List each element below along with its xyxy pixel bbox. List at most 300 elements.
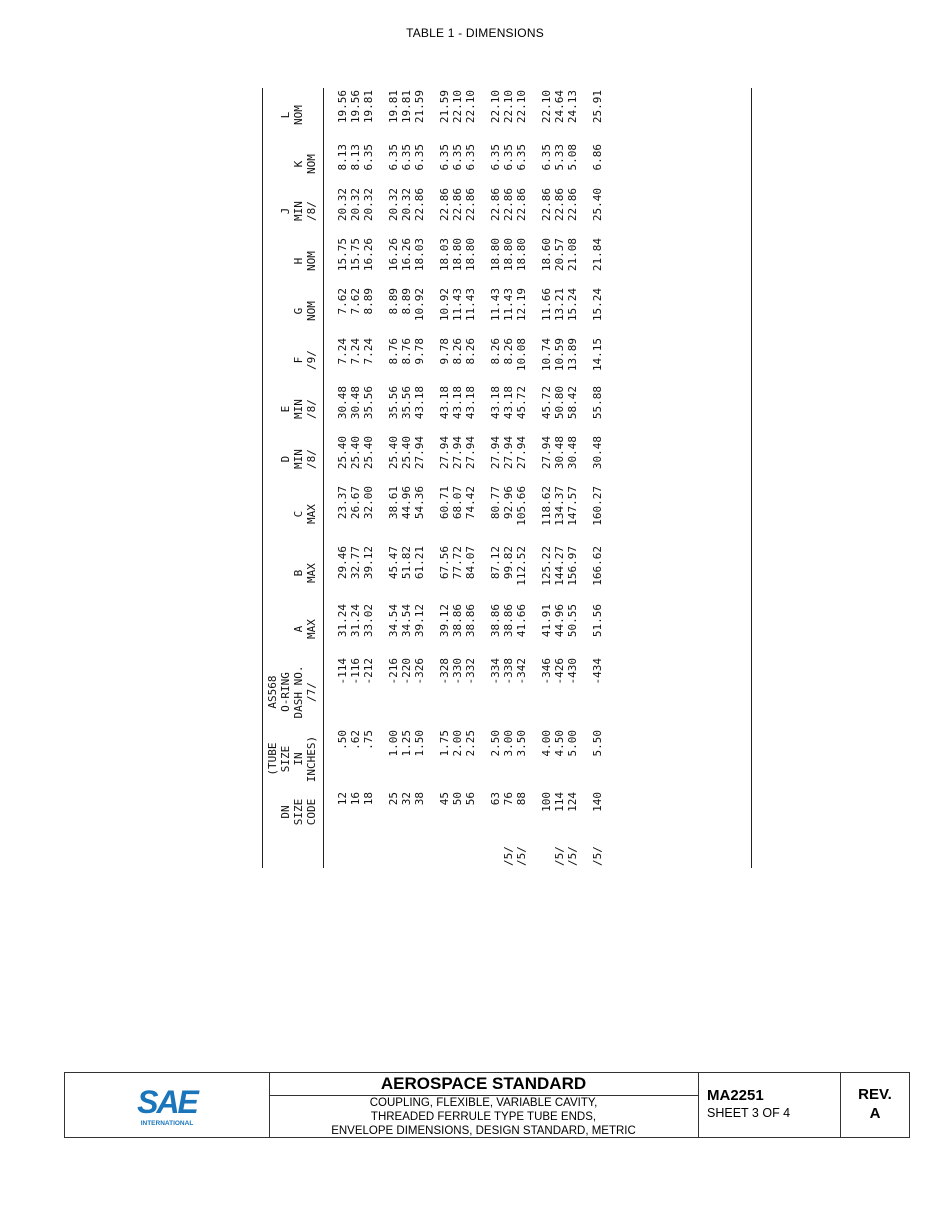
header-cell: NOM: [305, 142, 324, 186]
table-cell: 20.32: [362, 188, 375, 222]
table-cell: 35.56: [362, 386, 375, 420]
table-cell: 118.62: [540, 486, 553, 526]
table-cell: 13.89: [566, 338, 579, 372]
table-cell: .50: [336, 730, 349, 750]
table-cell: 9.78: [438, 338, 451, 365]
header-row: [279, 88, 292, 868]
table-cell: -330: [451, 658, 464, 685]
table-cell: 32: [400, 792, 413, 806]
table-cell: 18.80: [464, 238, 477, 272]
table-cell: 19.81: [400, 90, 413, 124]
header-cell: MIN: [292, 449, 305, 469]
table-cell: 41.91: [540, 604, 553, 638]
table-cell: 18.60: [540, 238, 553, 272]
table-cell: -116: [349, 658, 362, 685]
header-cell: MAX: [305, 602, 324, 656]
table-cell: 12: [336, 792, 349, 806]
note-cell: [362, 834, 375, 868]
table-cell: 20.32: [349, 188, 362, 222]
header-cell: DASH NO.: [292, 665, 305, 719]
table-row: [451, 88, 464, 868]
table-cell: 25.91: [591, 90, 604, 124]
table-top-rule: [262, 88, 263, 868]
table-cell: 2.50: [489, 730, 502, 757]
header-cell: [266, 88, 279, 142]
table-row: [400, 88, 413, 868]
header-cell: D: [279, 455, 292, 463]
table-cell: 22.10: [489, 90, 502, 124]
header-cell: F: [292, 356, 305, 364]
table-cell: 20.57: [553, 238, 566, 272]
table-cell: 38.86: [489, 604, 502, 638]
table-cell: 6.35: [362, 144, 375, 171]
table-row: [566, 88, 579, 868]
table-cell: 18.03: [413, 238, 426, 272]
table-cell: 6.35: [400, 144, 413, 171]
table-cell: -328: [438, 658, 451, 685]
table-cell: 55.88: [591, 386, 604, 420]
table-cell: 16: [349, 792, 362, 806]
table-cell: 6.35: [464, 144, 477, 171]
header-cell: [305, 834, 324, 868]
table-cell: 13.21: [553, 288, 566, 322]
header-cell: NOM: [305, 286, 324, 336]
table-cell: 5.08: [566, 144, 579, 171]
table-cell: 22.86: [566, 188, 579, 222]
header-cell: [266, 544, 279, 602]
note-cell: [489, 834, 502, 868]
table-cell: 156.97: [566, 546, 579, 586]
note-cell: /5/: [502, 846, 515, 866]
table-cell: 6.35: [515, 144, 528, 171]
table-cell: .62: [349, 730, 362, 750]
header-cell: /9/: [305, 336, 324, 384]
table-cell: 140: [591, 792, 604, 812]
table-cell: 50.80: [553, 386, 566, 420]
header-cell: E: [279, 405, 292, 413]
table-cell: 6.35: [413, 144, 426, 171]
table-cell: 56: [464, 792, 477, 806]
table-cell: 8.26: [464, 338, 477, 365]
table-cell: -332: [464, 658, 477, 685]
table-cell: 84.07: [464, 546, 477, 580]
table-row: [387, 88, 400, 868]
table-cell: 43.18: [438, 386, 451, 420]
table-cell: 21.59: [413, 90, 426, 124]
table-cell: 25.40: [591, 188, 604, 222]
table-cell: 30.48: [336, 386, 349, 420]
header-cell: SIZE: [279, 745, 292, 773]
table-cell: 1.00: [387, 730, 400, 757]
table-cell: 27.94: [489, 436, 502, 470]
note-cell: [464, 834, 477, 868]
table-cell: 26.67: [349, 486, 362, 520]
table-cell: 8.26: [451, 338, 464, 365]
table-cell: 7.62: [336, 288, 349, 315]
table-cell: 38.86: [464, 604, 477, 638]
table-cell: 16.26: [387, 238, 400, 272]
table-cell: 45: [438, 792, 451, 806]
table-cell: 19.56: [349, 90, 362, 124]
table-cell: 39.12: [413, 604, 426, 638]
note-cell: [540, 834, 553, 868]
header-cell: /8/: [305, 186, 324, 236]
table-cell: 11.43: [502, 288, 515, 322]
table-cell: 50.55: [566, 604, 579, 638]
group-spacer: [579, 88, 591, 868]
table-cell: 99.82: [502, 546, 515, 580]
table-row: [336, 88, 349, 868]
table-row: [553, 88, 566, 868]
table-cell: 6.35: [502, 144, 515, 171]
table-cell: 22.86: [553, 188, 566, 222]
table-cell: 51.56: [591, 604, 604, 638]
table-cell: 114: [553, 792, 566, 812]
table-cell: 38: [413, 792, 426, 806]
table-cell: 25.40: [400, 436, 413, 470]
dimensions-table-container: [262, 88, 752, 868]
header-cell: [266, 384, 279, 434]
header-cell: [266, 602, 279, 656]
header-cell: MIN: [292, 201, 305, 221]
table-cell: 27.94: [540, 436, 553, 470]
header-cell: J: [279, 207, 292, 215]
table-cell: 22.10: [464, 90, 477, 124]
header-cell: [266, 484, 279, 544]
table-cell: 18.80: [489, 238, 502, 272]
table-cell: 21.59: [438, 90, 451, 124]
table-cell: 8.89: [387, 288, 400, 315]
table-cell: 34.54: [387, 604, 400, 638]
table-cell: 11.43: [464, 288, 477, 322]
header-cell: MIN: [292, 399, 305, 419]
table-cell: 3.00: [502, 730, 515, 757]
table-cell: 134.37: [553, 486, 566, 526]
table-cell: 22.10: [540, 90, 553, 124]
table-cell: 45.72: [515, 386, 528, 420]
table-row: [489, 88, 502, 868]
header-cell: AS568: [266, 675, 279, 709]
note-cell: /5/: [515, 846, 528, 866]
table-cell: 10.92: [438, 288, 451, 322]
header-cell: [279, 236, 292, 286]
table-cell: 8.76: [400, 338, 413, 365]
table-cell: 22.86: [438, 188, 451, 222]
table-cell: 4.00: [540, 730, 553, 757]
table-cell: 27.94: [515, 436, 528, 470]
header-cell: [266, 236, 279, 286]
table-cell: 124: [566, 792, 579, 812]
document-number-cell: [698, 1073, 841, 1137]
table-cell: 38.61: [387, 486, 400, 520]
table-cell: .75: [362, 730, 375, 750]
group-spacer: [477, 88, 489, 868]
table-cell: 2.25: [464, 730, 477, 757]
table-cell: 27.94: [438, 436, 451, 470]
table-cell: 18.80: [515, 238, 528, 272]
table-cell: 20.32: [387, 188, 400, 222]
table-cell: 5.33: [553, 144, 566, 171]
table-cell: 8.76: [387, 338, 400, 365]
table-cell: 15.24: [591, 288, 604, 322]
table-cell: 68.07: [451, 486, 464, 520]
table-cell: 27.94: [451, 436, 464, 470]
table-cell: 25: [387, 792, 400, 806]
table-cell: 22.86: [464, 188, 477, 222]
note-cell: /5/: [591, 846, 604, 866]
table-cell: 9.78: [413, 338, 426, 365]
table-cell: 10.08: [515, 338, 528, 372]
table-cell: 27.94: [502, 436, 515, 470]
header-cell: SIZE: [292, 798, 305, 826]
header-cell: [279, 544, 292, 602]
group-spacer: [528, 88, 540, 868]
table-cell: 30.48: [349, 386, 362, 420]
description-line: COUPLING, FLEXIBLE, VARIABLE CAVITY,: [369, 1097, 598, 1109]
header-cell: [266, 286, 279, 336]
description-line: THREADED FERRULE TYPE TUBE ENDS,: [370, 1111, 597, 1123]
header-cell: [266, 142, 279, 186]
table-cell: 19.81: [362, 90, 375, 124]
table-cell: 30.48: [566, 436, 579, 470]
table-cell: 8.89: [362, 288, 375, 315]
note-cell: [349, 834, 362, 868]
table-cell: 80.77: [489, 486, 502, 520]
note-cell: [413, 834, 426, 868]
table-cell: 18: [362, 792, 375, 806]
table-cell: 15.24: [566, 288, 579, 322]
table-cell: 24.13: [566, 90, 579, 124]
table-cell: 19.56: [336, 90, 349, 124]
table-cell: 38.86: [451, 604, 464, 638]
header-cell: [266, 336, 279, 384]
note-cell: [387, 834, 400, 868]
table-cell: 38.86: [502, 604, 515, 638]
table-cell: 105.66: [515, 486, 528, 526]
table-body: [324, 88, 605, 868]
table-cell: 39.12: [362, 546, 375, 580]
table-cell: 51.82: [400, 546, 413, 580]
table-cell: 6.35: [540, 144, 553, 171]
table-cell: 4.50: [553, 730, 566, 757]
table-cell: 39.12: [438, 604, 451, 638]
table-cell: 76: [502, 792, 515, 806]
table-row: [464, 88, 477, 868]
table-cell: 11.43: [489, 288, 502, 322]
table-cell: 6.35: [489, 144, 502, 171]
header-cell: DN: [279, 805, 292, 819]
table-cell: 30.48: [553, 436, 566, 470]
svg-text:SAE: SAE: [137, 1085, 197, 1120]
header-cell: /8/: [305, 384, 324, 434]
table-cell: 43.18: [413, 386, 426, 420]
table-cell: 21.84: [591, 238, 604, 272]
header-row: [305, 88, 324, 868]
header-cell: [266, 834, 279, 868]
table-cell: 6.35: [451, 144, 464, 171]
table-cell: 31.24: [349, 604, 362, 638]
header-cell: MAX: [305, 544, 324, 602]
note-cell: /5/: [566, 846, 579, 866]
header-row: [266, 88, 279, 868]
table-cell: 6.35: [438, 144, 451, 171]
table-cell: 63: [489, 792, 502, 806]
table-cell: 20.32: [336, 188, 349, 222]
table-cell: 22.86: [515, 188, 528, 222]
table-cell: -326: [413, 658, 426, 685]
table-cell: 74.42: [464, 486, 477, 520]
standard-label: AEROSPACE STANDARD: [269, 1073, 698, 1096]
table-cell: 20.32: [400, 188, 413, 222]
table-cell: 25.40: [362, 436, 375, 470]
table-row: [349, 88, 362, 868]
svg-text:INTERNATIONAL: INTERNATIONAL: [140, 1120, 194, 1127]
table-cell: 58.42: [566, 386, 579, 420]
table-cell: 15.75: [336, 238, 349, 272]
table-caption: TABLE 1 - DIMENSIONS: [406, 26, 544, 40]
table-cell: 5.50: [591, 730, 604, 757]
table-cell: 16.26: [400, 238, 413, 272]
header-cell: [279, 834, 292, 868]
table-bottom-rule: [751, 88, 752, 868]
table-header: [266, 88, 324, 868]
table-cell: 22.86: [540, 188, 553, 222]
table-cell: 41.66: [515, 604, 528, 638]
table-cell: 2.00: [451, 730, 464, 757]
note-cell: [451, 834, 464, 868]
group-spacer: [375, 88, 387, 868]
table-cell: 8.26: [489, 338, 502, 365]
table-cell: 77.72: [451, 546, 464, 580]
table-cell: 34.54: [400, 604, 413, 638]
header-cell: (TUBE: [266, 742, 279, 776]
group-spacer: [324, 88, 337, 868]
table-cell: 147.57: [566, 486, 579, 526]
table-cell: 32.00: [362, 486, 375, 520]
table-cell: -342: [515, 658, 528, 685]
table-row: [362, 88, 375, 868]
table-cell: 27.94: [413, 436, 426, 470]
table-cell: -434: [591, 658, 604, 685]
sheet-number: SHEET 3 OF 4: [707, 1106, 791, 1120]
table-cell: 35.56: [387, 386, 400, 420]
header-cell: IN: [292, 752, 305, 766]
header-cell: K: [292, 160, 305, 168]
table-row: [413, 88, 426, 868]
header-cell: B: [292, 569, 305, 577]
table-cell: 12.19: [515, 288, 528, 322]
header-cell: [279, 602, 292, 656]
table-cell: 67.56: [438, 546, 451, 580]
table-cell: 60.71: [438, 486, 451, 520]
table-cell: 100: [540, 792, 553, 812]
table-cell: 32.77: [349, 546, 362, 580]
table-cell: 45.47: [387, 546, 400, 580]
revision-label: REV.: [858, 1086, 892, 1103]
table-cell: 166.62: [591, 546, 604, 586]
table-cell: 54.36: [413, 486, 426, 520]
table-cell: 22.10: [502, 90, 515, 124]
table-row: [502, 88, 515, 868]
table-cell: 7.24: [349, 338, 362, 365]
table-cell: 87.12: [489, 546, 502, 580]
table-cell: 30.48: [591, 436, 604, 470]
table-cell: -114: [336, 658, 349, 685]
table-cell: 14.15: [591, 338, 604, 372]
table-cell: 1.50: [413, 730, 426, 757]
table-cell: 144.27: [553, 546, 566, 586]
table-cell: 18.80: [502, 238, 515, 272]
table-cell: -220: [400, 658, 413, 685]
header-cell: NOM: [292, 105, 305, 125]
table-cell: 92.96: [502, 486, 515, 520]
header-cell: [266, 790, 279, 834]
table-cell: 25.40: [349, 436, 362, 470]
note-cell: [336, 834, 349, 868]
table-cell: 88: [515, 792, 528, 806]
table-row: [591, 88, 604, 868]
table-cell: 22.86: [413, 188, 426, 222]
note-cell: [438, 834, 451, 868]
dimensions-table: [266, 88, 604, 868]
table-cell: 25.40: [387, 436, 400, 470]
table-cell: 10.59: [553, 338, 566, 372]
header-cell: [305, 88, 324, 142]
table-cell: 8.26: [502, 338, 515, 365]
table-cell: 160.27: [591, 486, 604, 526]
header-cell: L: [279, 111, 292, 119]
header-row: [292, 88, 305, 868]
table-cell: 8.89: [400, 288, 413, 315]
revision-cell: [840, 1073, 910, 1137]
table-cell: -212: [362, 658, 375, 685]
table-row: [540, 88, 553, 868]
table-cell: 22.10: [515, 90, 528, 124]
table-cell: 22.86: [451, 188, 464, 222]
table-cell: 11.66: [540, 288, 553, 322]
table-cell: 22.10: [451, 90, 464, 124]
document-description: [269, 1096, 698, 1138]
table-cell: 15.75: [349, 238, 362, 272]
table-cell: 35.56: [400, 386, 413, 420]
table-cell: 29.46: [336, 546, 349, 580]
table-cell: 7.24: [336, 338, 349, 365]
header-cell: [266, 186, 279, 236]
title-cell: [269, 1073, 699, 1137]
table-cell: 44.96: [553, 604, 566, 638]
table-cell: 22.86: [489, 188, 502, 222]
table-cell: -338: [502, 658, 515, 685]
table-cell: 19.81: [387, 90, 400, 124]
header-cell: /8/: [305, 434, 324, 484]
header-cell: G: [292, 307, 305, 315]
table-cell: 27.94: [464, 436, 477, 470]
header-cell: /7/: [305, 656, 324, 728]
table-cell: 112.52: [515, 546, 528, 586]
table-cell: -346: [540, 658, 553, 685]
header-cell: NOM: [305, 236, 324, 286]
logo-cell: [65, 1073, 270, 1137]
note-cell: /5/: [553, 846, 566, 866]
sae-logo-icon: [133, 1085, 201, 1127]
table-row: [515, 88, 528, 868]
table-cell: 8.13: [349, 144, 362, 171]
table-cell: 43.18: [451, 386, 464, 420]
table-cell: 43.18: [502, 386, 515, 420]
header-cell: [279, 286, 292, 336]
table-cell: 31.24: [336, 604, 349, 638]
table-cell: 50: [451, 792, 464, 806]
